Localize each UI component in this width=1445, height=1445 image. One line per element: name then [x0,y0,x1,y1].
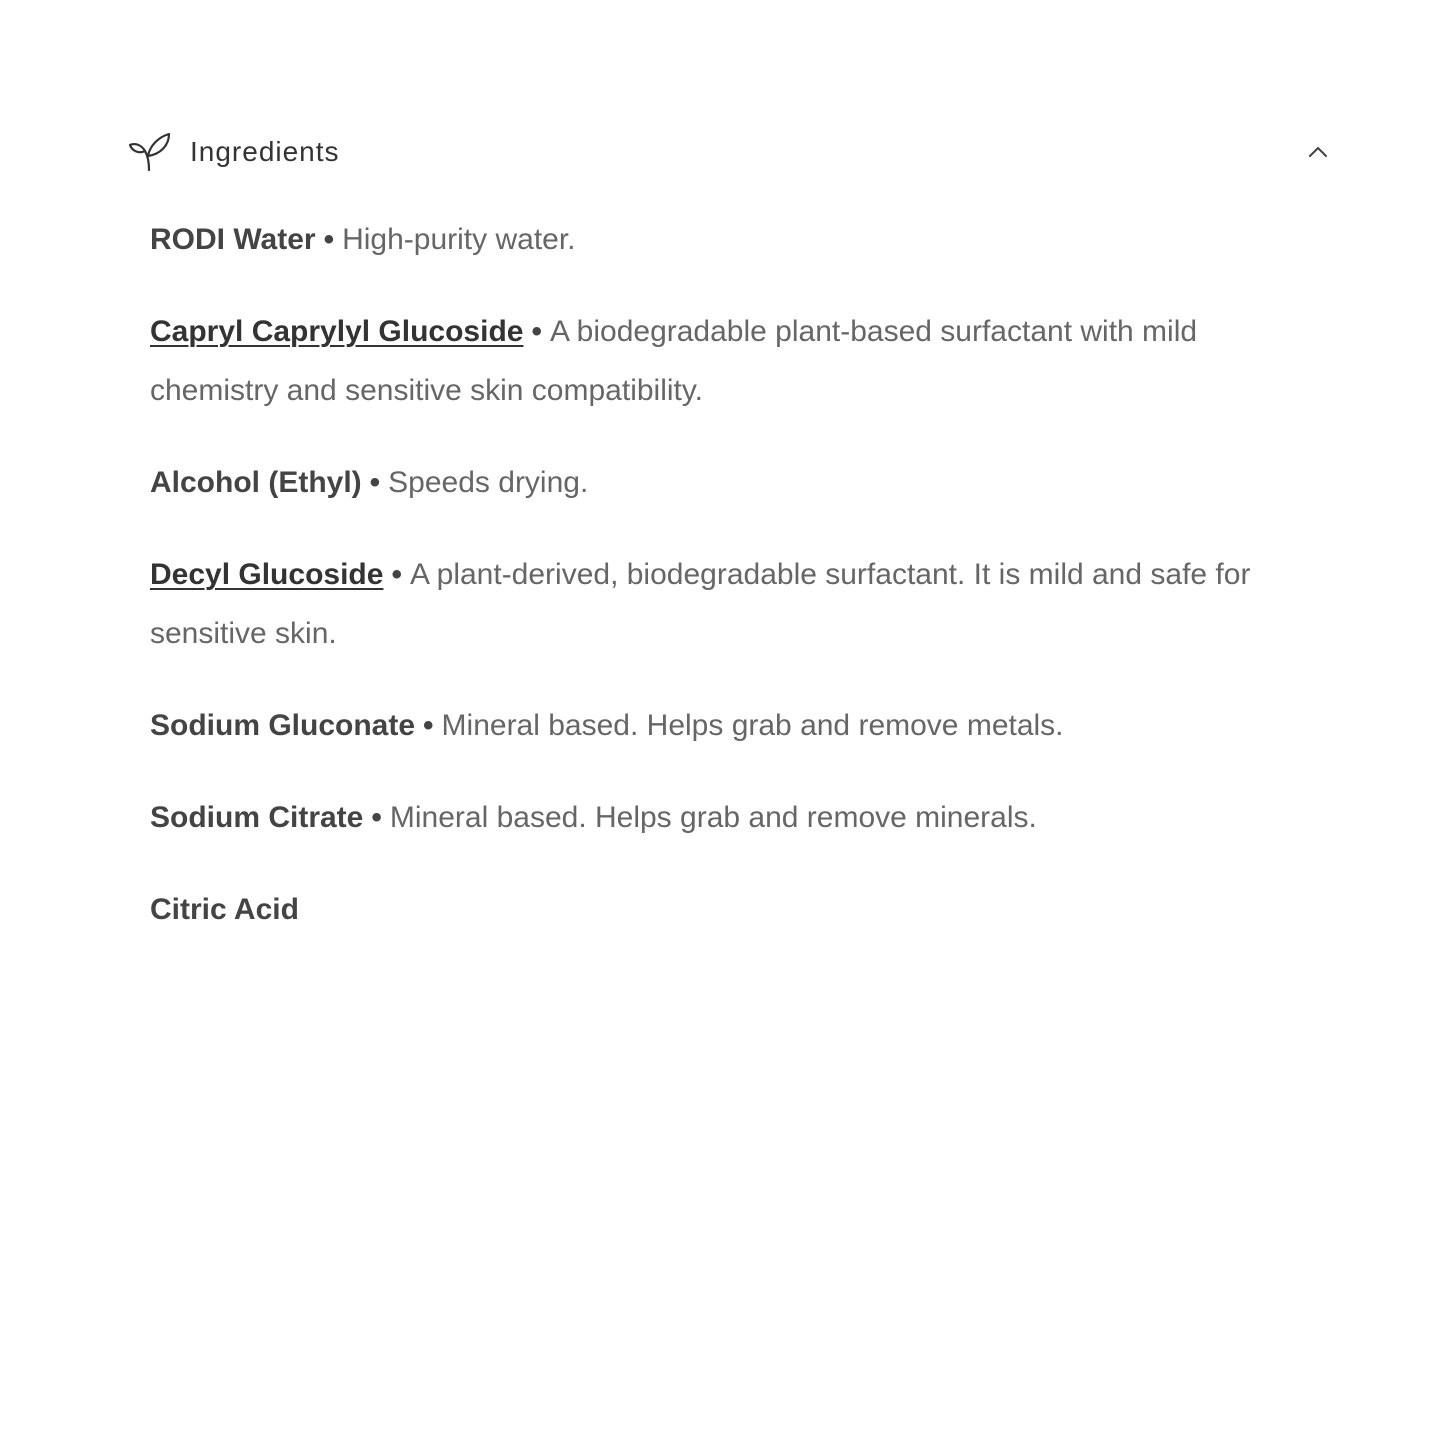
ingredient-description: A biodegradable plant-based surfactant with mild chemistry and sensitive skin compatibility. [150,315,1198,407]
ingredient-item [150,302,1320,420]
ingredient-item [150,453,1320,512]
chevron-up-icon[interactable] [1304,138,1332,166]
ingredient-name: Sodium Gluconate [150,709,416,742]
ingredient-name: Alcohol (Ethyl) [150,466,362,499]
ingredient-description: High-purity water. [342,223,576,256]
separator-bullet: • [323,223,335,256]
ingredient-description: Mineral based. Helps grab and remove metals. [441,709,1064,742]
ingredient-item [150,788,1320,847]
ingredient-description: Mineral based. Helps grab and remove minerals. [389,801,1037,834]
separator-bullet: • [369,466,381,499]
separator-bullet: • [423,709,434,742]
ingredient-description: A plant-derived, biodegradable surfactant. It is mild and safe for sensitive skin. [150,558,1251,650]
separator-bullet: • [531,315,542,348]
accordion-header[interactable] [128,128,1338,176]
accordion-title: Ingredients [190,136,340,167]
separator-bullet: • [391,558,402,591]
ingredient-name: Citric Acid [150,893,299,926]
separator-bullet: • [371,801,382,834]
ingredient-link[interactable]: Capryl Caprylyl Glucoside [150,315,524,348]
ingredients-accordion [128,128,1338,972]
ingredient-item [150,696,1320,755]
ingredient-item [150,880,1320,939]
ingredient-item [150,210,1320,269]
ingredient-name: RODI Water [150,223,316,256]
ingredient-name: Sodium Citrate [150,801,364,834]
ingredient-link[interactable]: Decyl Glucoside [150,558,384,591]
ingredient-item [150,545,1320,663]
leaf-sprout-icon [128,130,172,174]
ingredient-description: Speeds drying. [388,466,589,499]
ingredients-list [128,176,1320,939]
